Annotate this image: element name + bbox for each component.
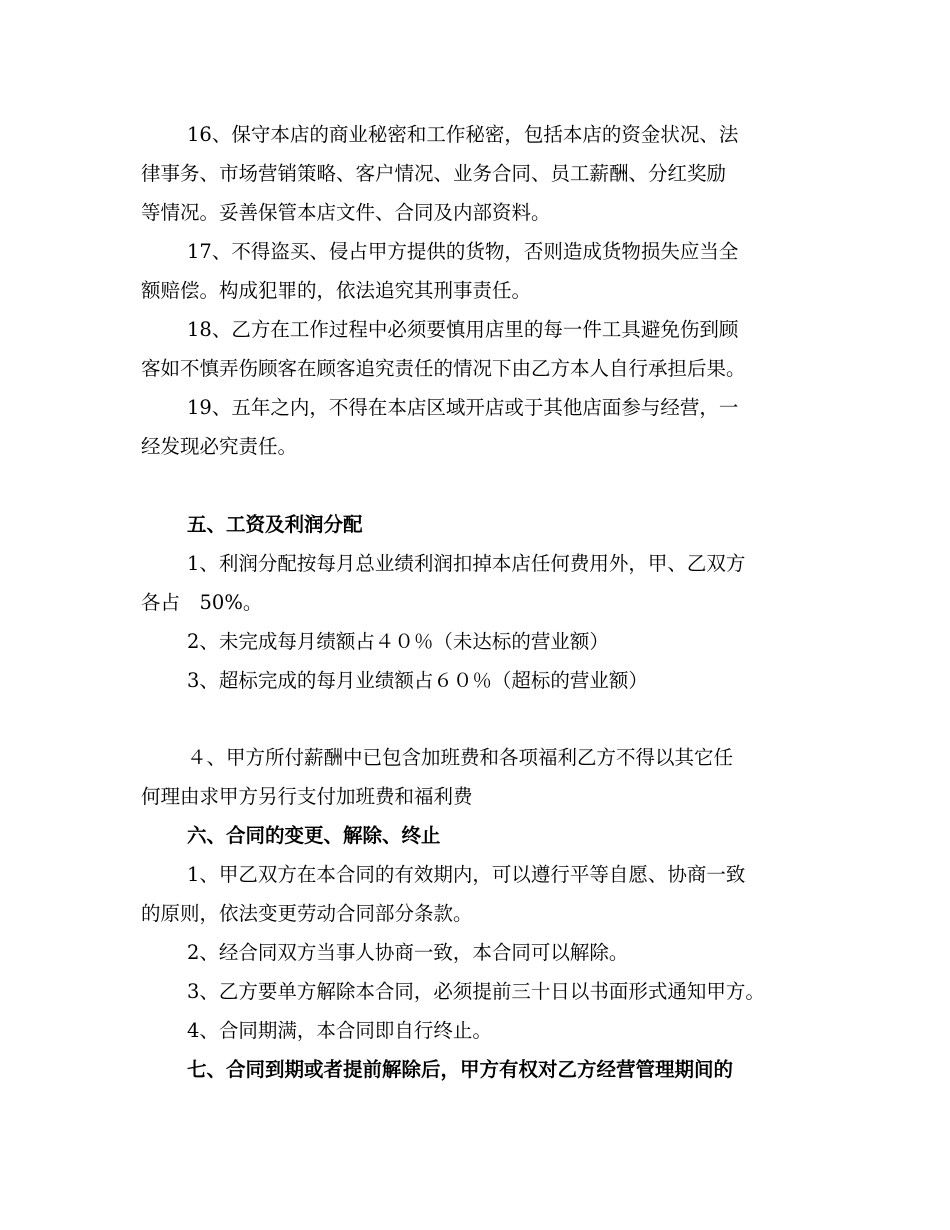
section-6-item-1-line-2: 的原则，依法变更劳动合同部分条款。 <box>141 902 473 925</box>
clause-19-line-2: 经发现必究责任。 <box>141 435 298 458</box>
section-5-item-1-line-2: 各占 50%。 <box>141 591 263 614</box>
clause-17-line-2: 额赔偿。构成犯罪的，依法追究其刑事责任。 <box>141 279 532 302</box>
clause-19-line-1: 19、五年之内，不得在本店区域开店或于其他店面参与经营，一 <box>187 396 739 419</box>
section-6-item-2: 2、经合同双方当事人协商一致，本合同可以解除。 <box>187 941 629 964</box>
section-7-heading: 七、合同到期或者提前解除后，甲方有权对乙方经营管理期间的 <box>187 1058 734 1081</box>
clause-18-line-1: 18、乙方在工作过程中必须要慎用店里的每一件工具避免伤到顾 <box>187 318 739 341</box>
section-5-heading: 五、工资及利润分配 <box>187 513 363 536</box>
section-6-heading: 六、合同的变更、解除、终止 <box>187 824 441 847</box>
section-6-item-1-line-1: 1、甲乙双方在本合同的有效期内，可以遵行平等自愿、协商一致 <box>187 863 746 886</box>
section-5-item-2: 2、未完成每月绩额占４０％（未达标的营业额） <box>187 630 609 653</box>
section-6-item-3: 3、乙方要单方解除本合同，必须提前三十日以书面形式通知甲方。 <box>187 980 765 1003</box>
section-5-item-4-line-2: 何理由求甲方另行支付加班费和福利费 <box>141 785 473 808</box>
section-5-item-3: 3、超标完成的每月业绩额占６０％（超标的营业额） <box>187 669 648 692</box>
section-5-item-1-line-1: 1、利润分配按每月总业绩利润扣掉本店任何费用外，甲、乙双方 <box>187 552 746 575</box>
section-6-item-4: 4、合同期满，本合同即自行终止。 <box>187 1019 492 1042</box>
section-5-item-4-line-1: ４、甲方所付薪酬中已包含加班费和各项福利乙方不得以其它任 <box>187 746 734 769</box>
clause-17-line-1: 17、不得盗买、侵占甲方提供的货物，否则造成货物损失应当全 <box>187 240 739 263</box>
clause-16-line-3: 等情况。妥善保管本店文件、合同及内部资料。 <box>141 201 551 224</box>
clause-16-line-2: 律事务、市场营销策略、客户情况、业务合同、员工薪酬、分红奖励 <box>141 162 727 185</box>
clause-18-line-2: 客如不慎弄伤顾客在顾客追究责任的情况下由乙方本人自行承担后果。 <box>141 357 746 380</box>
clause-16-line-1: 16、保守本店的商业秘密和工作秘密，包括本店的资金状况、法 <box>187 123 739 146</box>
